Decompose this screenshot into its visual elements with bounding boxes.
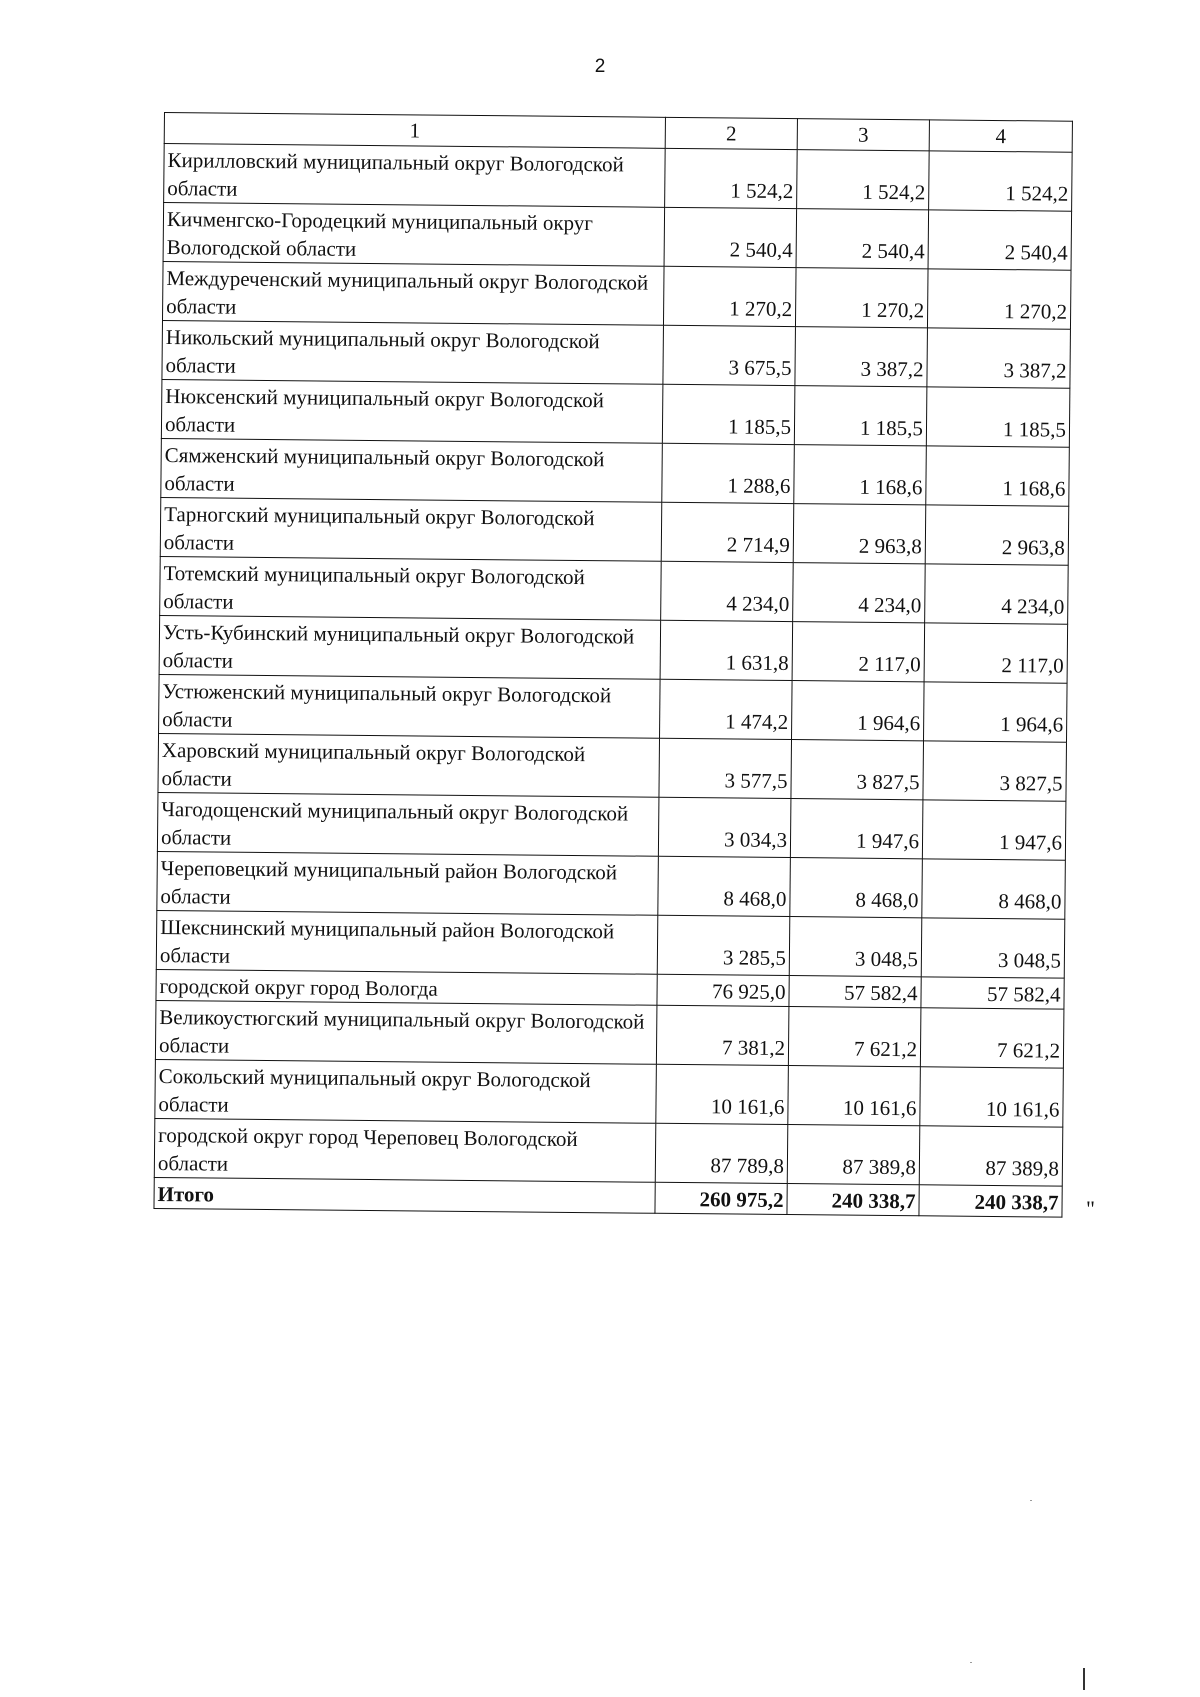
row-value-col3: 2 117,0: [792, 622, 925, 682]
total-label: Итого: [154, 1177, 655, 1213]
row-value-col2: 1 288,6: [662, 443, 795, 503]
row-name: городской округ город Вологда: [156, 969, 657, 1005]
table-row: [160, 497, 1069, 565]
row-name: Никольский муниципальный округ Вологодской области: [162, 320, 664, 384]
row-value-col3: 87 389,8: [787, 1125, 920, 1185]
table-row: [157, 851, 1066, 919]
table-row: [156, 910, 1065, 978]
table-row: [155, 1000, 1064, 1068]
row-value-col4: 8 468,0: [922, 859, 1066, 919]
page-number: 2: [594, 56, 606, 77]
row-value-col2: 76 925,0: [657, 974, 789, 1006]
row-value-col3: 10 161,6: [788, 1066, 921, 1126]
row-value-col2: 3 034,3: [658, 797, 791, 857]
scan-speck: [970, 1662, 972, 1663]
table-row: [162, 261, 1071, 329]
row-value-col3: 8 468,0: [790, 858, 923, 918]
table-row: [159, 674, 1068, 742]
row-value-col3: 3 048,5: [789, 917, 922, 977]
row-value-col2: 87 789,8: [655, 1123, 788, 1183]
row-value-col4: 1 270,2: [927, 269, 1071, 329]
table-row: [164, 144, 1073, 212]
table-row: [162, 320, 1071, 388]
table-row: [158, 733, 1067, 801]
row-value-col4: 2 117,0: [924, 623, 1068, 683]
row-name: Великоустюгский муниципальный округ Вологодской области: [155, 1000, 657, 1064]
row-value-col3: 2 963,8: [793, 504, 926, 564]
row-name: Чагодощенский муниципальный округ Вологодской области: [157, 792, 659, 856]
row-value-col2: 1 474,2: [660, 679, 793, 739]
column-header-2: 2: [665, 117, 797, 149]
allocation-table: [153, 112, 1072, 1218]
row-value-col4: 1 964,6: [923, 682, 1067, 742]
row-name: городской округ город Череповец Вологодской области: [154, 1118, 656, 1182]
table-row: [161, 438, 1070, 506]
row-value-col2: 4 234,0: [661, 561, 794, 621]
table-row: [159, 615, 1068, 683]
row-name: Междуреченский муниципальный округ Вологодской области: [162, 261, 664, 325]
table-row: [161, 379, 1070, 447]
row-value-col4: 10 161,6: [920, 1067, 1064, 1127]
row-value-col4: 2 540,4: [928, 210, 1072, 270]
row-value-col2: 10 161,6: [656, 1064, 789, 1124]
row-value-col3: 4 234,0: [793, 563, 926, 623]
row-value-col3: 3 827,5: [791, 740, 924, 800]
row-value-col2: 8 468,0: [658, 856, 791, 916]
row-name: Шекснинский муниципальный район Вологодской области: [156, 910, 658, 974]
row-name: Сокольский муниципальный округ Вологодской области: [155, 1059, 657, 1123]
row-name: Тарногский муниципальный округ Вологодской области: [160, 497, 662, 561]
row-value-col3: 3 387,2: [795, 327, 928, 387]
row-value-col2: 1 270,2: [663, 266, 796, 326]
row-value-col2: 3 675,5: [663, 325, 796, 385]
scan-speck: [1030, 1500, 1032, 1501]
row-value-col2: 2 540,4: [664, 207, 797, 267]
row-name: Харовский муниципальный округ Вологодской области: [158, 733, 660, 797]
row-value-col4: 57 582,4: [921, 977, 1064, 1009]
row-value-col4: 3 827,5: [923, 741, 1067, 801]
row-name: Кирилловский муниципальный округ Вологодской области: [164, 144, 666, 208]
total-value-col3: 240 338,7: [787, 1184, 919, 1216]
row-value-col4: 3 048,5: [921, 918, 1065, 978]
table-row: [160, 556, 1069, 624]
row-value-col4: 2 963,8: [925, 505, 1069, 565]
row-value-col4: 3 387,2: [927, 328, 1071, 388]
column-header-4: 4: [929, 120, 1072, 152]
table-row: [154, 1118, 1063, 1186]
column-header-1: 1: [164, 113, 665, 149]
row-value-col3: 1 270,2: [795, 268, 928, 328]
row-value-col3: 1 168,6: [794, 445, 927, 505]
closing-quote: ": [1086, 1196, 1095, 1221]
row-value-col2: 7 381,2: [656, 1005, 789, 1065]
scan-margin-mark: [1083, 1668, 1085, 1690]
row-value-col3: 1 185,5: [794, 386, 927, 446]
row-value-col2: 3 285,5: [657, 915, 790, 975]
row-name: Кичменгско-Городецкий муниципальный округ Вологодской области: [163, 203, 665, 267]
row-value-col3: 7 621,2: [788, 1007, 921, 1067]
row-value-col2: 1 185,5: [662, 384, 795, 444]
table-row: [163, 203, 1072, 271]
row-name: Череповецкий муниципальный район Вологодской области: [157, 851, 659, 915]
row-value-col4: 1 168,6: [926, 446, 1070, 506]
total-value-col4: 240 338,7: [919, 1185, 1062, 1217]
table-row: [155, 1059, 1064, 1127]
row-name: Сямженский муниципальный округ Вологодской области: [161, 438, 663, 502]
row-name: Тотемский муниципальный округ Вологодской области: [160, 556, 662, 620]
row-value-col3: 1 524,2: [797, 150, 930, 210]
row-value-col4: 1 947,6: [922, 800, 1066, 860]
row-value-col4: 4 234,0: [925, 564, 1069, 624]
row-name: Устюженский муниципальный округ Вологодской области: [159, 674, 661, 738]
row-value-col2: 1 631,8: [660, 620, 793, 680]
row-value-col4: 1 185,5: [926, 387, 1070, 447]
column-header-3: 3: [797, 119, 929, 151]
row-value-col4: 7 621,2: [920, 1008, 1064, 1068]
row-value-col3: 1 964,6: [792, 681, 925, 741]
row-name: Усть-Кубинский муниципальный округ Вологодской области: [159, 615, 661, 679]
row-name: Нюксенский муниципальный округ Вологодской области: [161, 379, 663, 443]
row-value-col2: 2 714,9: [661, 502, 794, 562]
table-row: [157, 792, 1066, 860]
row-value-col2: 3 577,5: [659, 738, 792, 798]
row-value-col3: 57 582,4: [789, 976, 921, 1008]
row-value-col2: 1 524,2: [665, 148, 798, 208]
total-value-col2: 260 975,2: [655, 1182, 787, 1214]
row-value-col4: 87 389,8: [919, 1126, 1063, 1186]
row-value-col3: 1 947,6: [790, 799, 923, 859]
row-value-col4: 1 524,2: [929, 151, 1073, 211]
row-value-col3: 2 540,4: [796, 209, 929, 269]
